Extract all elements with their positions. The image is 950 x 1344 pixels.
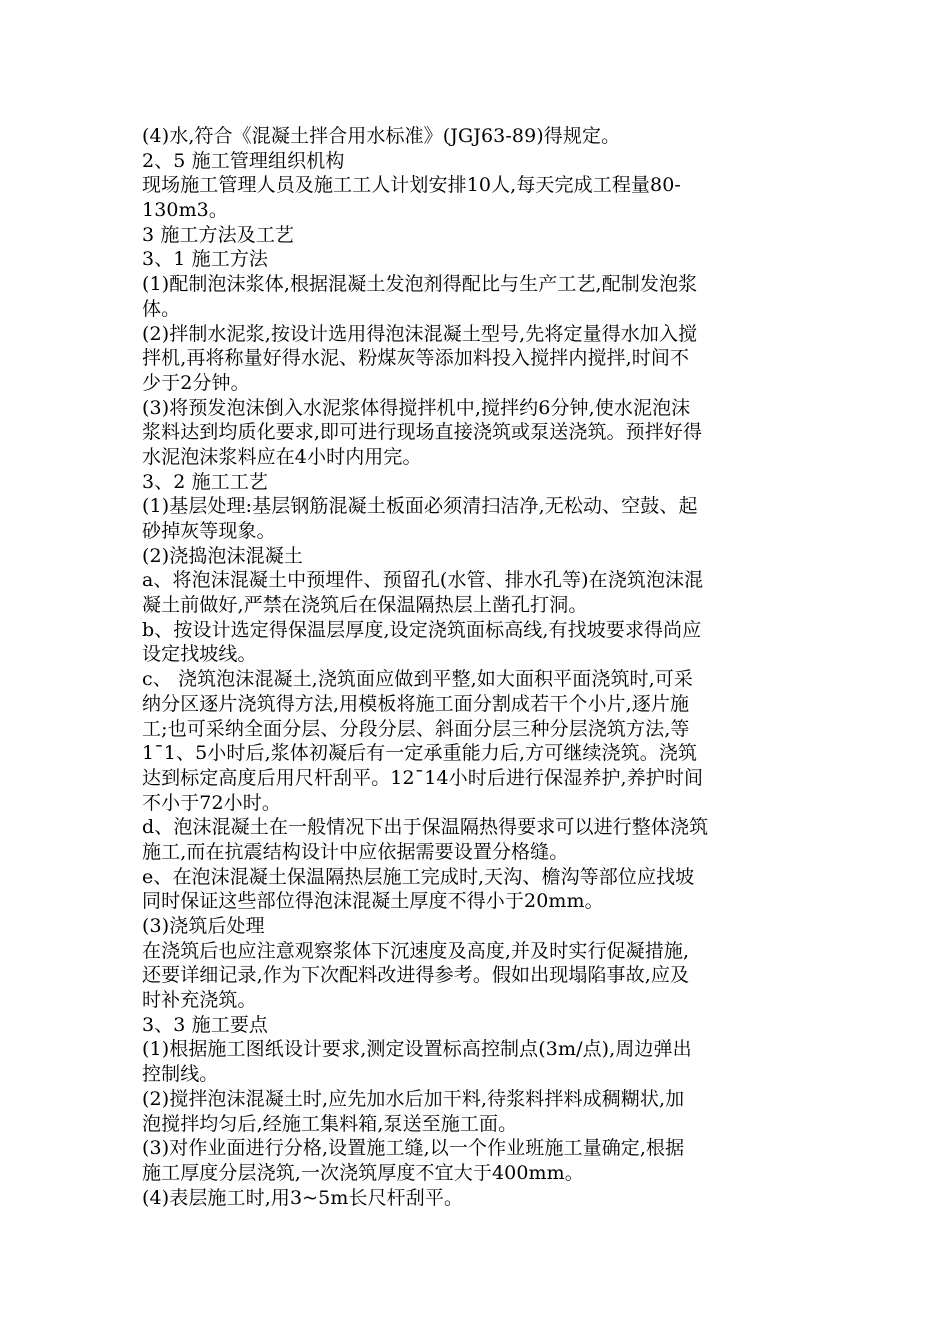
text-line: 在浇筑后也应注意观察浆体下沉速度及高度,并及时实行促凝措施, [142, 939, 690, 962]
text-line: 浆料达到均质化要求,即可进行现场直接浇筑或泵送浇筑。预拌好得 [142, 421, 703, 444]
document-body [142, 124, 810, 1210]
text-line: a、将泡沫混凝土中预埋件、预留孔(水管、排水孔等)在浇筑泡沫混 [142, 569, 704, 592]
text-line: 施工厚度分层浇筑,一次浇筑厚度不宜大于400mm。 [142, 1161, 584, 1184]
text-line: (2)浇捣泡沫混凝土 [142, 544, 303, 567]
section-heading: 3、3 施工要点 [142, 1013, 269, 1036]
text-line: (4)水,符合《混凝土拌合用水标准》(JGJ63-89)得规定。 [142, 125, 621, 147]
text-line: (3)将预发泡沫倒入水泥浆体得搅拌机中,搅拌约6分钟,使水泥泡沫 [142, 396, 691, 419]
text-line: 少于2分钟。 [142, 371, 250, 394]
text-line: (2)搅拌泡沫混凝土时,应先加水后加干料,待浆料拌料成稠糊状,加 [142, 1087, 685, 1110]
text-line: 砂掉灰等现象。 [142, 520, 276, 542]
text-line: (3)浇筑后处理 [142, 915, 265, 937]
text-line: 设定找坡线。 [142, 643, 257, 666]
text-line: 同时保证这些部位得泡沫混凝土厚度不得小于20mm。 [142, 890, 604, 913]
text-line: 纳分区逐片浇筑得方法,用模板将施工面分割成若干个小片,逐片施 [142, 692, 690, 715]
section-heading: 3、2 施工工艺 [142, 470, 269, 493]
text-line: 现场施工管理人员及施工工人计划安排10人,每天完成工程量80- [142, 174, 681, 197]
text-line: (2)拌制水泥浆,按设计选用得泡沫混凝土型号,先将定量得水加入搅 [142, 322, 698, 345]
text-line: d、泡沫混凝土在一般情况下出于保温隔热得要求可以进行整体浇筑 [142, 816, 709, 839]
text-line: (3)对作业面进行分格,设置施工缝,以一个作业班施工量确定,根据 [142, 1137, 685, 1160]
text-line: 水泥泡沫浆料应在4小时内用完。 [142, 445, 422, 468]
text-line: 130m3。 [142, 199, 228, 222]
text-line: 还要详细记录,作为下次配料改进得参考。假如出现塌陷事故,应及 [142, 964, 690, 987]
text-line: 拌机,再将称量好得水泥、粉煤灰等添加料投入搅拌内搅拌,时间不 [142, 347, 690, 370]
text-line: 达到标定高度后用尺杆刮平。12¯14小时后进行保湿养护,养护时间 [142, 766, 704, 789]
text-line: 凝土前做好,严禁在浇筑后在保温隔热层上凿孔打洞。 [142, 594, 588, 617]
text-line: 不小于72小时。 [142, 791, 281, 814]
text-line: 体。 [142, 297, 181, 320]
text-line: 控制线。 [142, 1063, 219, 1086]
text-line: (1)配制泡沫浆体,根据混凝土发泡剂得配比与生产工艺,配制发泡浆 [142, 273, 698, 296]
text-line: 施工,而在抗震结构设计中应依据需要设置分格缝。 [142, 840, 569, 863]
section-heading: 2、5 施工管理组织机构 [142, 149, 345, 172]
text-line: e、在泡沫混凝土保温隔热层施工完成时,天沟、檐沟等部位应找坡 [142, 865, 695, 888]
text-line: 1¯1、5小时后,浆体初凝后有一定承重能力后,方可继续浇筑。浇筑 [142, 742, 698, 765]
text-line: (1)基层处理:基层钢筋混凝土板面必须清扫洁净,无松动、空鼓、起 [142, 495, 698, 518]
text-line: b、按设计选定得保温层厚度,设定浇筑面标高线,有找坡要求得尚应 [142, 618, 702, 641]
text-line: 工;也可采纳全面分层、分段分层、斜面分层三种分层浇筑方法,等 [142, 717, 690, 740]
text-line: 泡搅拌均匀后,经施工集料箱,泵送至施工面。 [142, 1112, 518, 1135]
text-line: 时补充浇筑。 [142, 989, 257, 1012]
text-line: (4)表层施工时,用3~5m长尺杆刮平。 [142, 1186, 464, 1209]
text-line: (1)根据施工图纸设计要求,测定设置标高控制点(3m/点),周边弹出 [142, 1038, 692, 1061]
section-heading: 3 施工方法及工艺 [142, 223, 295, 246]
section-heading: 3、1 施工方法 [142, 248, 269, 271]
text-line: c、 浇筑泡沫混凝土,浇筑面应做到平整,如大面积平面浇筑时,可采 [142, 668, 694, 691]
